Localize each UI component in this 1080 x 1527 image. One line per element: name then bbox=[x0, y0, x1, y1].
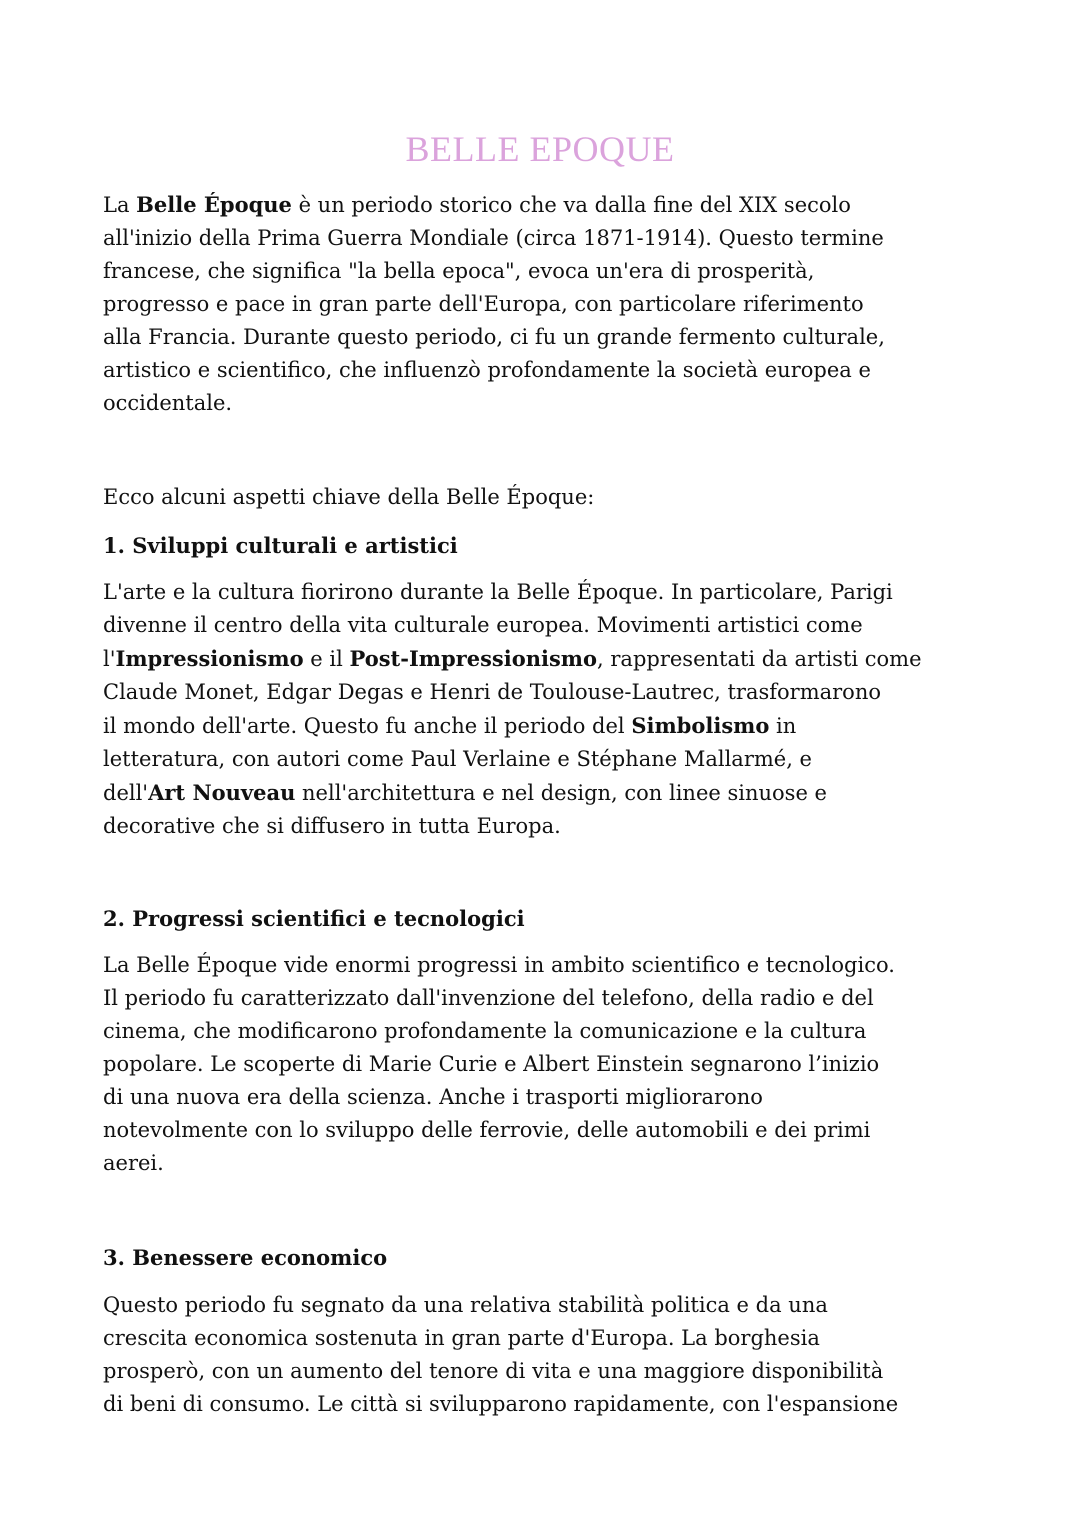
bold-term: Belle Époque bbox=[136, 192, 292, 217]
bold-term: Art Nouveau bbox=[148, 780, 296, 805]
text-line bbox=[103, 1322, 1003, 1355]
text-line bbox=[103, 576, 1003, 609]
text-line bbox=[103, 188, 1003, 222]
text-line bbox=[103, 1015, 1003, 1048]
text-line bbox=[103, 676, 1003, 709]
text-segment: in bbox=[769, 714, 797, 738]
text-segment: Claude Monet, Edgar Degas e Henri de Toulouse-Lautrec, trasformarono bbox=[103, 680, 881, 704]
text-segment: francese, che significa "la bella epoca", evoca un'era di prosperità, bbox=[103, 259, 815, 283]
text-segment: e il bbox=[303, 647, 350, 671]
text-segment: progresso e pace in gran parte dell'Europa, con particolare riferimento bbox=[103, 292, 864, 316]
text-line bbox=[103, 255, 1003, 288]
text-line bbox=[103, 1048, 1003, 1081]
bold-term: Impressionismo bbox=[115, 646, 304, 671]
page-title: BELLE EPOQUE bbox=[405, 129, 675, 169]
text-line bbox=[103, 1355, 1003, 1388]
text-segment: La bbox=[103, 193, 137, 217]
text-segment: Il periodo fu caratterizzato dall'invenzione del telefono, della radio e del bbox=[103, 986, 874, 1010]
text-segment: 2. Progressi scientifici e tecnologici bbox=[103, 906, 525, 931]
text-line bbox=[103, 776, 1003, 810]
text-segment: all'inizio della Prima Guerra Mondiale (circa 1871-1914). Questo termine bbox=[103, 226, 884, 250]
intro-paragraph bbox=[103, 188, 1003, 420]
text-line bbox=[103, 609, 1003, 642]
text-line bbox=[103, 1147, 1003, 1180]
text-segment: prosperò, con un aumento del tenore di vita e una maggiore disponibilità bbox=[103, 1359, 884, 1383]
text-line bbox=[103, 1241, 1003, 1274]
text-segment: 1. Sviluppi culturali e artistici bbox=[103, 533, 458, 558]
text-line bbox=[103, 902, 1003, 935]
text-line bbox=[103, 288, 1003, 321]
paragraph-cultural bbox=[103, 576, 1003, 843]
text-segment: , rappresentati da artisti come bbox=[597, 647, 922, 671]
bold-term: Simbolismo bbox=[631, 713, 770, 738]
text-line bbox=[103, 1388, 1003, 1421]
heading-scientific bbox=[103, 902, 1003, 935]
text-segment: artistico e scientifico, che influenzò profondamente la società europea e bbox=[103, 358, 871, 382]
paragraph-economic bbox=[103, 1289, 1003, 1421]
heading-cultural bbox=[103, 529, 1003, 562]
text-line bbox=[103, 481, 1003, 514]
text-line bbox=[103, 222, 1003, 255]
text-line bbox=[103, 642, 1003, 676]
aspects-intro bbox=[103, 481, 1003, 514]
text-segment: aerei. bbox=[103, 1151, 164, 1175]
paragraph-scientific bbox=[103, 949, 1003, 1180]
text-segment: letteratura, con autori come Paul Verlaine e Stéphane Mallarmé, e bbox=[103, 747, 812, 771]
text-line bbox=[103, 982, 1003, 1015]
text-line bbox=[103, 709, 1003, 743]
text-segment: 3. Benessere economico bbox=[103, 1245, 388, 1270]
text-line bbox=[103, 354, 1003, 387]
text-segment: l' bbox=[103, 647, 116, 671]
text-segment: Ecco alcuni aspetti chiave della Belle Époque: bbox=[103, 485, 595, 509]
text-line bbox=[103, 1114, 1003, 1147]
text-segment: divenne il centro della vita culturale europea. Movimenti artistici come bbox=[103, 613, 863, 637]
text-segment: è un periodo storico che va dalla fine del XIX secolo bbox=[291, 193, 851, 217]
text-segment: popolare. Le scoperte di Marie Curie e Albert Einstein segnarono l’inizio bbox=[103, 1052, 880, 1076]
text-segment: cinema, che modificarono profondamente la comunicazione e la cultura bbox=[103, 1019, 867, 1043]
text-line bbox=[103, 743, 1003, 776]
text-segment: di una nuova era della scienza. Anche i trasporti migliorarono bbox=[103, 1085, 763, 1109]
text-line bbox=[103, 387, 1003, 420]
text-segment: nell'architettura e nel design, con linee sinuose e bbox=[295, 781, 827, 805]
text-line bbox=[103, 1081, 1003, 1114]
text-segment: Questo periodo fu segnato da una relativa stabilità politica e da una bbox=[103, 1293, 828, 1317]
text-line bbox=[103, 949, 1003, 982]
text-segment: alla Francia. Durante questo periodo, ci fu un grande fermento culturale, bbox=[103, 325, 885, 349]
text-line bbox=[103, 321, 1003, 354]
text-segment: decorative che si diffusero in tutta Europa. bbox=[103, 814, 561, 838]
bold-term: Post-Impressionismo bbox=[349, 646, 598, 671]
text-segment: di beni di consumo. Le città si svilupparono rapidamente, con l'espansione bbox=[103, 1392, 899, 1416]
text-segment: L'arte e la cultura fiorirono durante la Belle Époque. In particolare, Parigi bbox=[103, 580, 893, 604]
text-segment: crescita economica sostenuta in gran parte d'Europa. La borghesia bbox=[103, 1326, 820, 1350]
text-segment: notevolmente con lo sviluppo delle ferrovie, delle automobili e dei primi bbox=[103, 1118, 871, 1142]
text-line bbox=[103, 529, 1003, 562]
text-segment: La Belle Époque vide enormi progressi in ambito scientifico e tecnologico. bbox=[103, 953, 895, 977]
text-line bbox=[103, 810, 1003, 843]
heading-economic bbox=[103, 1241, 1003, 1274]
text-line bbox=[103, 1289, 1003, 1322]
text-segment: occidentale. bbox=[103, 391, 233, 415]
text-segment: il mondo dell'arte. Questo fu anche il periodo del bbox=[103, 714, 632, 738]
text-segment: dell' bbox=[103, 781, 149, 805]
